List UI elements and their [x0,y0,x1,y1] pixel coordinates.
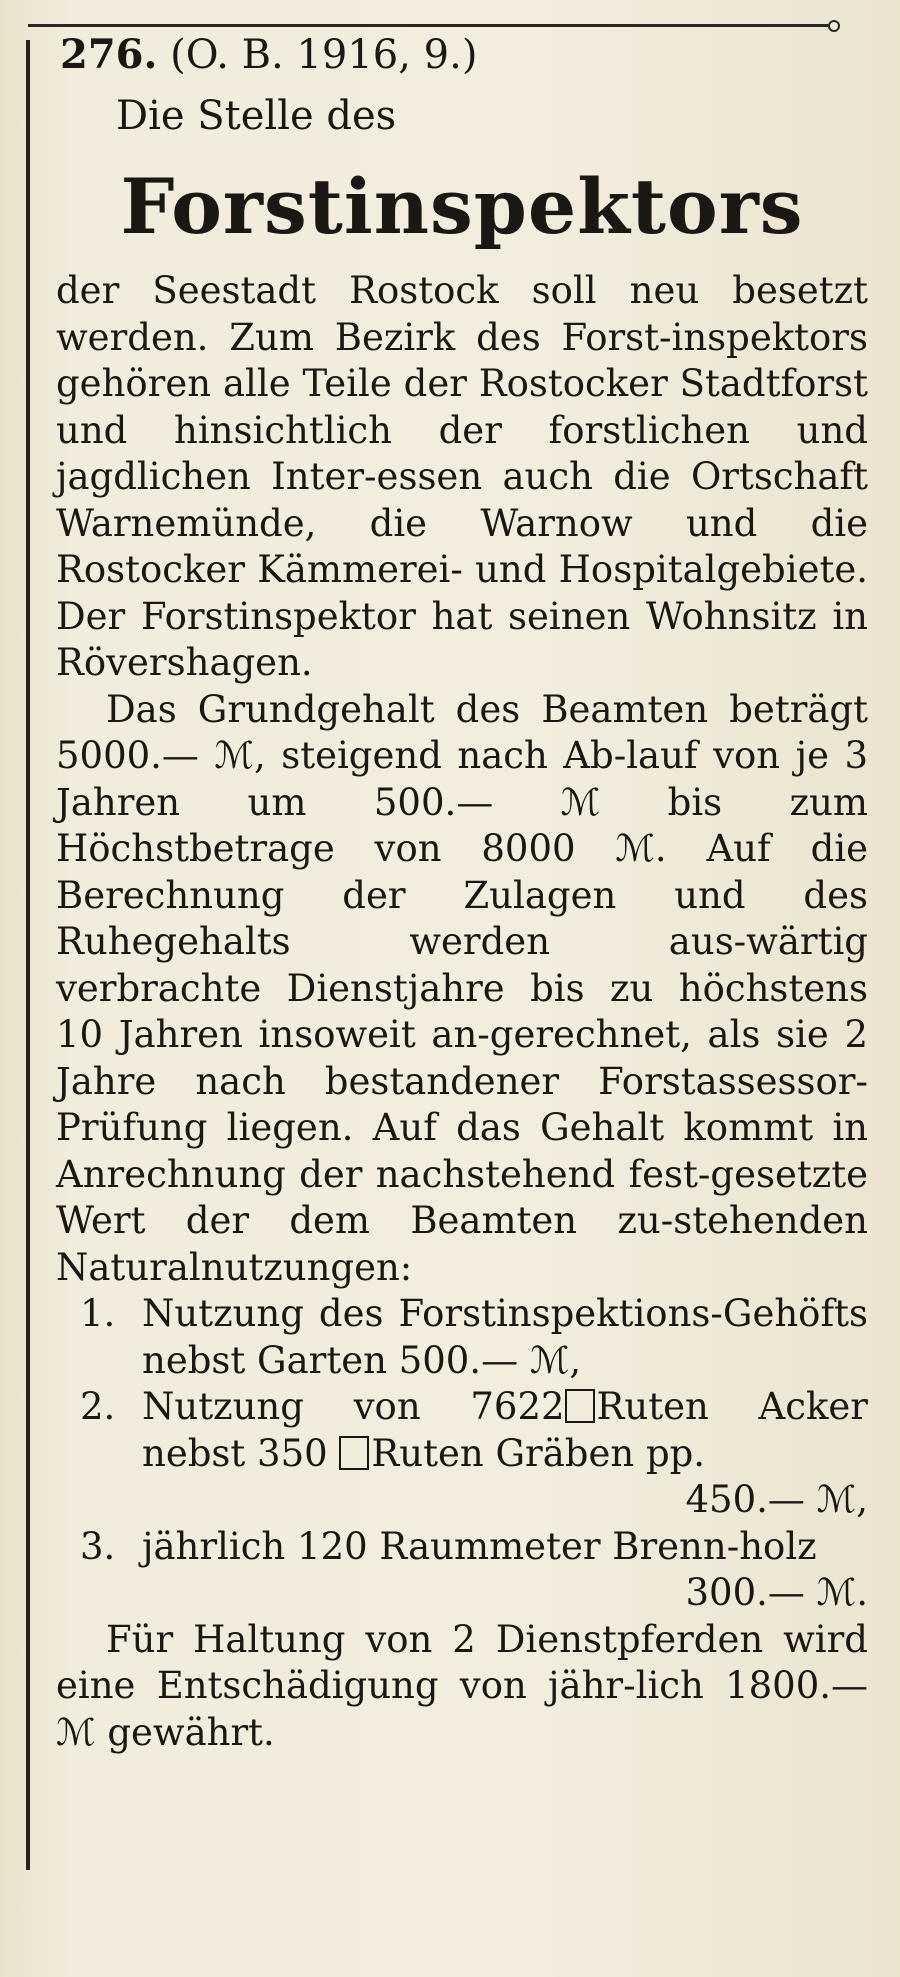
list-item [56,1384,868,1524]
top-rule [28,24,834,27]
article-body [56,268,868,1756]
column-rule [26,40,30,1870]
advertisement-article [56,30,868,1930]
article-header [60,30,477,80]
list-item-amount: 450.— ℳ, [685,1478,868,1521]
paragraph-horses: Für Haltung von 2 Dienstpferden wird eine Entschädigung von jähr-lich 1800.— ℳ gewährt. [56,1617,868,1754]
square-rod-symbol [565,1389,595,1423]
square-rod-symbol [339,1436,369,1470]
list-item-amount: 300.— ℳ. [685,1571,868,1614]
list-item-text: jährlich 120 Raummeter Brenn-holz [142,1524,817,1568]
list-marker: 3. [80,1524,116,1568]
list-marker: 2. [80,1385,116,1428]
list-item-text: Nutzung des Forstinspektions-Gehöfts nebst Garten 500.— ℳ, [142,1292,868,1382]
article-reference: (O. B. 1916, 9.) [170,32,478,78]
paragraph-salary: Das Grundgehalt des Beamten beträgt 5000.— ℳ, steigend nach Ab-lauf von je 3 Jahren um 500.— ℳ bis zum Höchstbetrage von 8000 ℳ. Auf die Berechnung der Zulagen und des Ruhegehalts werden aus-wärtig verbrachte Dienstjahre bis zu höchstens 10 Jahren insoweit an-gerechnet, als sie 2 Jahre nach bestandener Forstassessor-Prüfung liegen. Auf das Gehalt kommt in Anrechnung der nachstehend fest-gesetzte Wert der dem Beamten zu-stehenden Naturalnutzungen: [56,687,868,1289]
article-number: 276. [60,31,158,78]
list-item-text-c: Ruten Gräben pp. [371,1431,706,1475]
benefits-list [56,1291,868,1617]
list-marker: 1. [80,1292,116,1335]
lead-text: Die Stelle des [116,93,397,139]
article-title: Forstinspektors [120,162,804,251]
list-item [56,1291,868,1384]
list-item-text-a: Nutzung von 7622 [142,1385,565,1428]
list-item [56,1524,868,1617]
paragraph-district: der Seestadt Rostock soll neu besetzt werden. Zum Bezirk des Forst-inspektors gehören alle Teile der Rostocker Stadtforst und hinsichtlich der forstlichen und jagdlichen Inter-essen auch die Ortschaft Warnemünde, die Warnow und die Rostocker Kämmerei- und Hospitalgebiete. Der Forstinspektor hat seinen Wohnsitz in Rövershagen. [56,269,868,684]
list-item-text-b: Ruten Acker nebst 350 [142,1385,868,1475]
